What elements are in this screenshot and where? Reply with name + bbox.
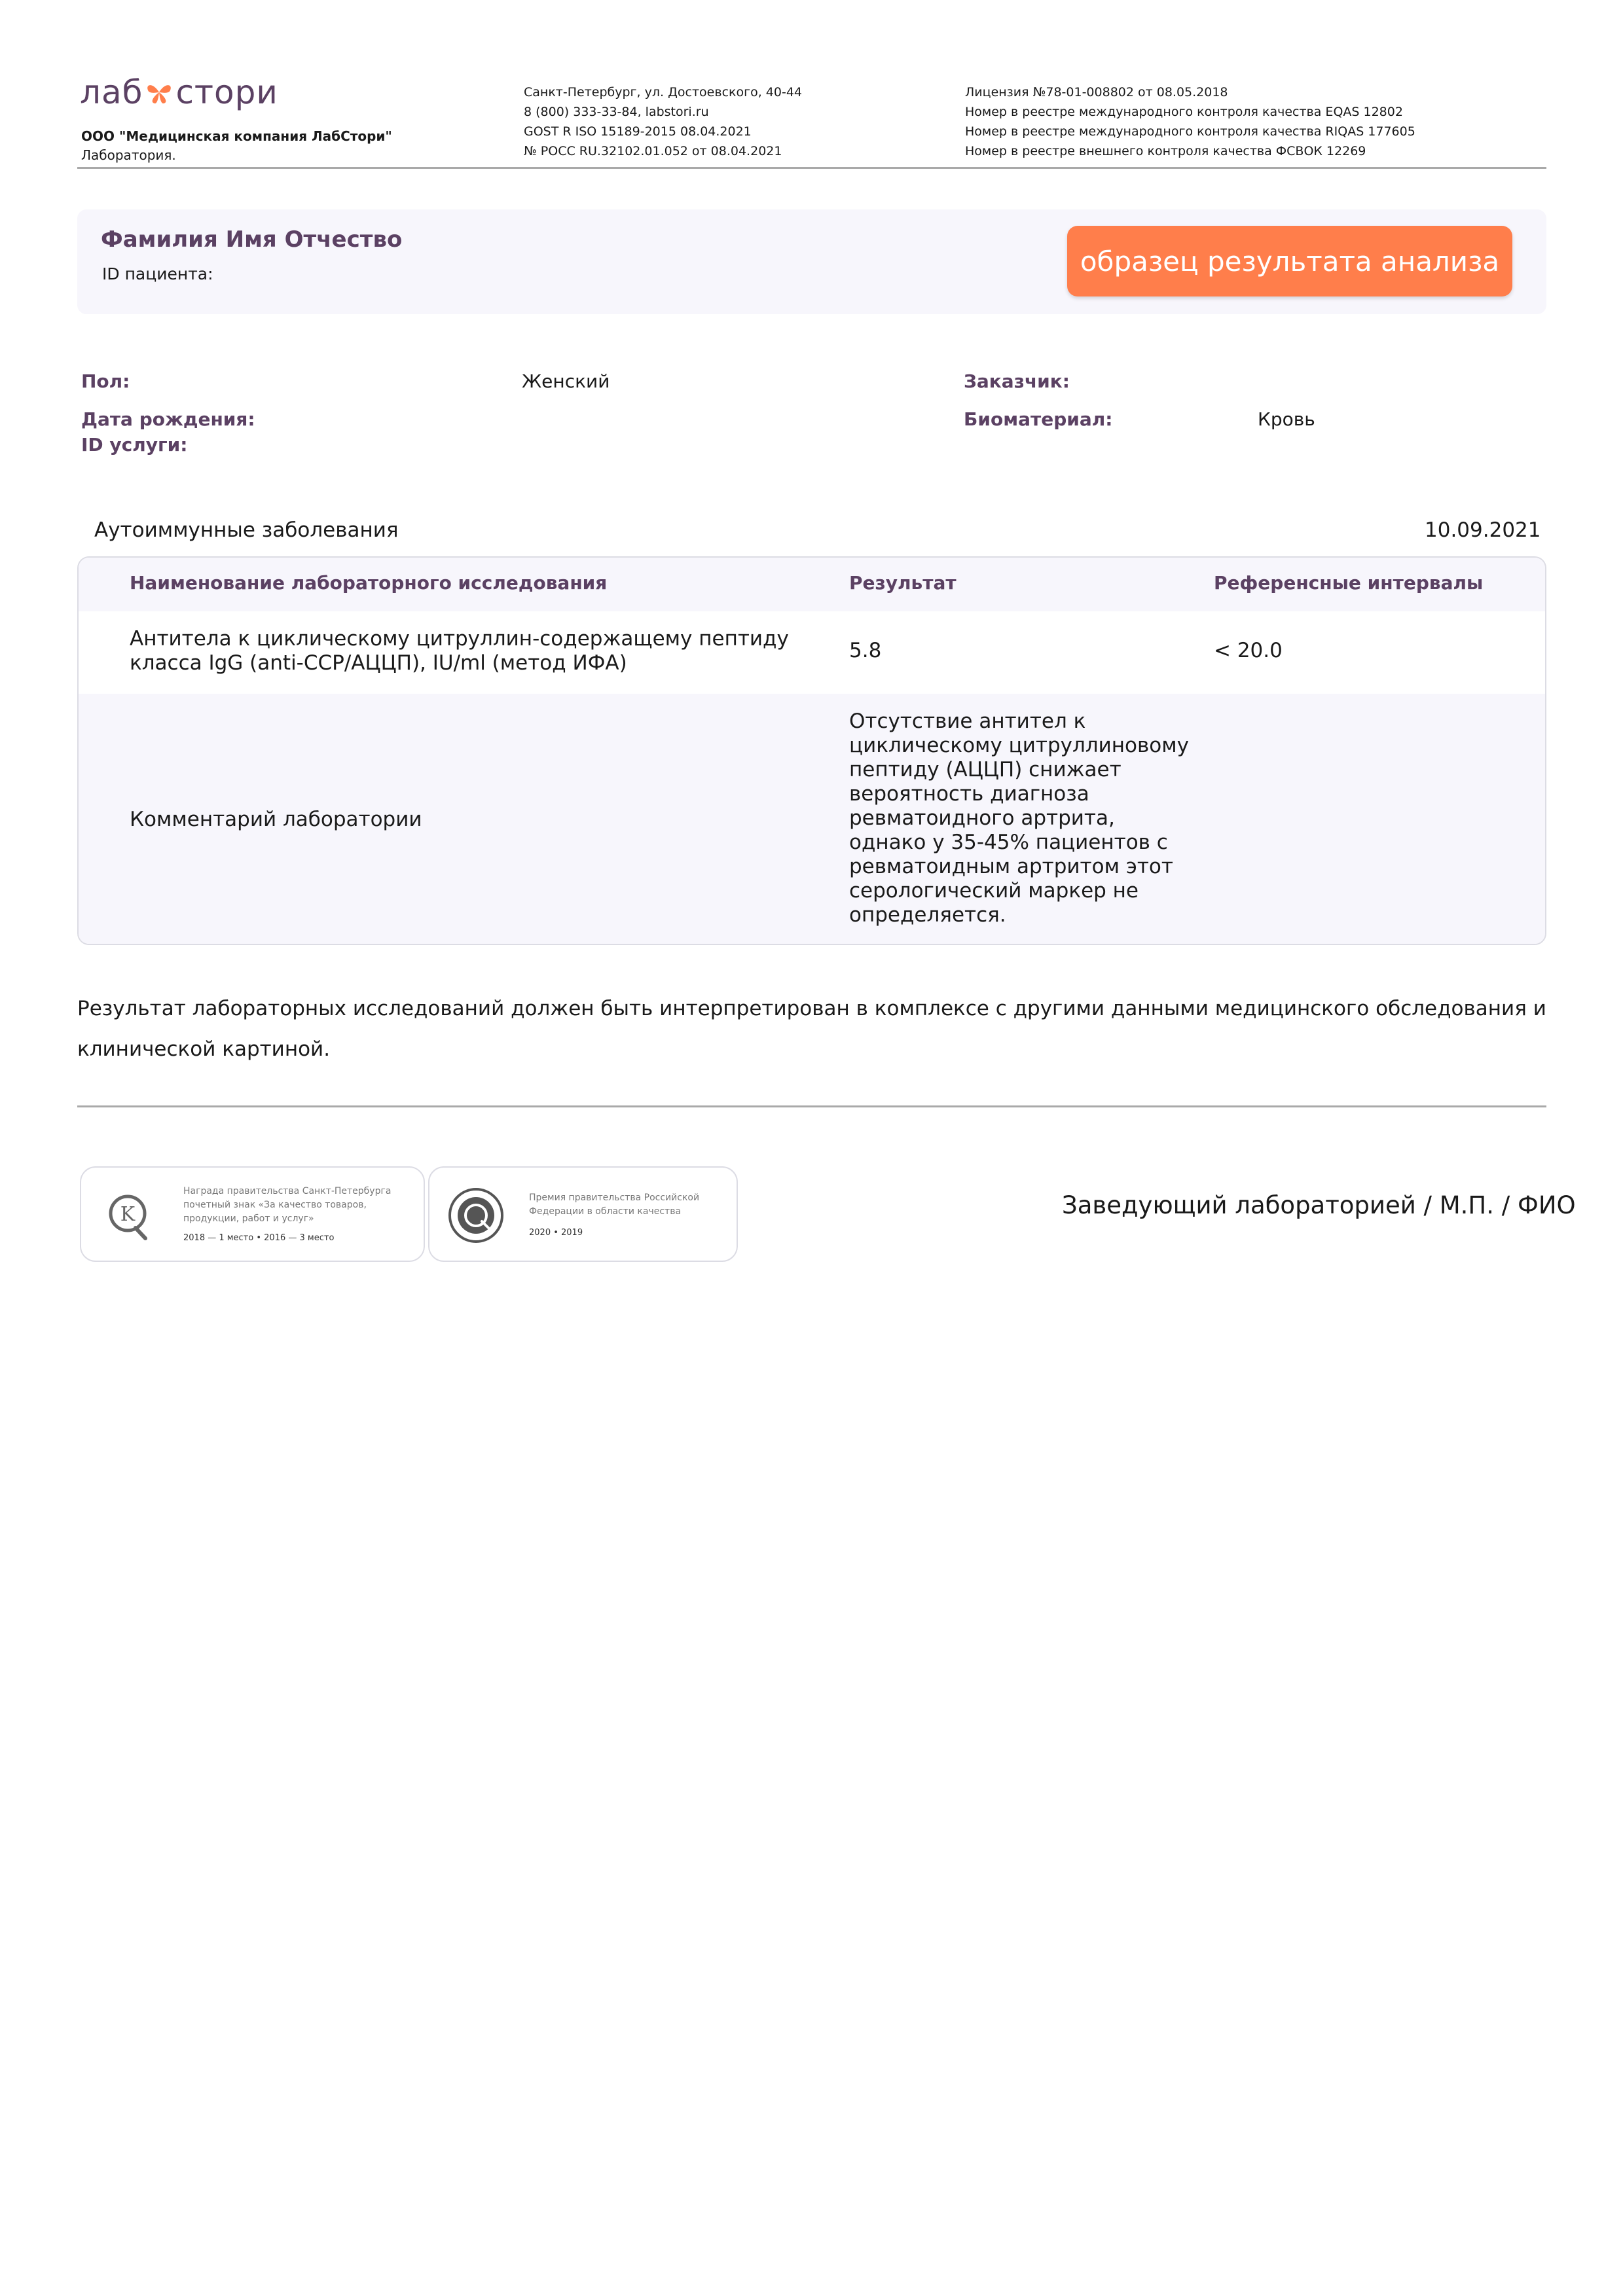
table-row bbox=[79, 694, 1545, 945]
sample-result-badge: образец результата анализа bbox=[1067, 226, 1512, 296]
license-line: Номер в реестре международного контроля качества EQAS 12802 bbox=[965, 105, 1403, 119]
comment-line: определяется. bbox=[849, 903, 1006, 927]
test-name-line: класса IgG (anti-CCP/АЦЦП), IU/ml (метод ИФА) bbox=[130, 651, 627, 675]
company-name: ООО "Медицинская компания ЛабСтори" bbox=[81, 128, 392, 144]
header-divider bbox=[77, 167, 1546, 169]
comment-line: циклическому цитруллиновому bbox=[849, 734, 1189, 757]
award-years: 2020 • 2019 bbox=[529, 1228, 583, 1238]
biomaterial-label: Биоматериал: bbox=[964, 408, 1113, 430]
test-name-line: Антитела к циклическому цитруллин-содержащему пептиду bbox=[130, 627, 789, 651]
comment-line: серологический маркер не bbox=[849, 879, 1139, 903]
award-text-line: почетный знак «За качество товаров, bbox=[183, 1200, 367, 1210]
license-line: Лицензия №78-01-008802 от 08.05.2018 bbox=[965, 85, 1228, 99]
table-header-cell: Наименование лабораторного исследования bbox=[130, 572, 608, 594]
sex-label: Пол: bbox=[81, 370, 130, 392]
logo-text-right: стори bbox=[175, 73, 278, 111]
table-header-cell: Референсные интервалы bbox=[1214, 572, 1484, 594]
award-text-line: продукции, работ и услуг» bbox=[183, 1213, 314, 1224]
customer-label: Заказчик: bbox=[964, 370, 1070, 392]
quality-mark-icon bbox=[105, 1190, 151, 1242]
address-line: GOST R ISO 15189-2015 08.04.2021 bbox=[524, 124, 752, 139]
butterfly-icon bbox=[144, 77, 174, 107]
test-name bbox=[130, 627, 789, 675]
results-table bbox=[77, 556, 1546, 945]
award-text-line: Награда правительства Санкт-Петербурга bbox=[183, 1186, 392, 1196]
section-title: Аутоиммунные заболевания bbox=[94, 518, 399, 542]
sex-value: Женский bbox=[522, 370, 610, 392]
svg-text:K: K bbox=[120, 1203, 136, 1226]
test-reference: < 20.0 bbox=[1214, 639, 1283, 662]
comment-line: ревматоидным артритом этот bbox=[849, 855, 1173, 878]
biomaterial-value: Кровь bbox=[1258, 408, 1315, 430]
lab-comment bbox=[849, 709, 1189, 927]
license-line: Номер в реестре внешнего контроля качества ФСВОК 12269 bbox=[965, 144, 1366, 158]
award-badge-rf bbox=[428, 1166, 738, 1262]
company-logo bbox=[80, 73, 278, 111]
service-id-label: ID услуги: bbox=[81, 434, 188, 456]
comment-line: ревматоидного артрита, bbox=[849, 806, 1115, 830]
comment-label: Комментарий лаборатории bbox=[130, 808, 422, 831]
license-line: Номер в реестре международного контроля качества RIQAS 177605 bbox=[965, 124, 1415, 139]
comment-line: однако у 35-45% пациентов с bbox=[849, 831, 1168, 854]
section-date: 10.09.2021 bbox=[1425, 518, 1541, 542]
address-line: 8 (800) 333-33-84, labstori.ru bbox=[524, 105, 709, 119]
license-block bbox=[965, 82, 1415, 161]
interpretation-note: Результат лабораторных исследований должен быть интерпретирован в комплексе с другими данными медицинского обследования и клинической картиной. bbox=[77, 997, 1546, 1061]
award-text-line: Федерации в области качества bbox=[529, 1206, 682, 1217]
award-text bbox=[529, 1191, 699, 1219]
company-subtitle: Лаборатория. bbox=[81, 147, 176, 163]
logo-text-left: лаб bbox=[80, 73, 143, 111]
award-years: 2018 — 1 место • 2016 — 3 место bbox=[183, 1233, 335, 1243]
award-text-line: Премия правительства Российской bbox=[529, 1193, 700, 1203]
patient-id-label: ID пациента: bbox=[102, 264, 213, 283]
award-text bbox=[183, 1185, 391, 1226]
address-line: Санкт-Петербург, ул. Достоевского, 40-44 bbox=[524, 85, 803, 99]
table-header-cell: Результат bbox=[849, 572, 957, 594]
signature-line: Заведующий лабораторией / М.П. / ФИО bbox=[1062, 1191, 1576, 1219]
footer-divider bbox=[77, 1105, 1546, 1107]
comment-line: Отсутствие антител к bbox=[849, 709, 1086, 733]
award-badge-spb bbox=[80, 1166, 425, 1262]
government-prize-icon bbox=[448, 1187, 504, 1244]
address-line: № РОСС RU.32102.01.052 от 08.04.2021 bbox=[524, 144, 782, 158]
patient-name: Фамилия Имя Отчество bbox=[101, 226, 403, 253]
comment-line: пептиду (АЦЦП) снижает bbox=[849, 758, 1122, 781]
comment-line: вероятность диагноза bbox=[849, 782, 1089, 806]
birth-date-label: Дата рождения: bbox=[81, 408, 255, 430]
address-block bbox=[524, 82, 802, 161]
test-result: 5.8 bbox=[849, 639, 882, 662]
table-header-row bbox=[79, 558, 1545, 611]
table-row bbox=[79, 611, 1545, 694]
